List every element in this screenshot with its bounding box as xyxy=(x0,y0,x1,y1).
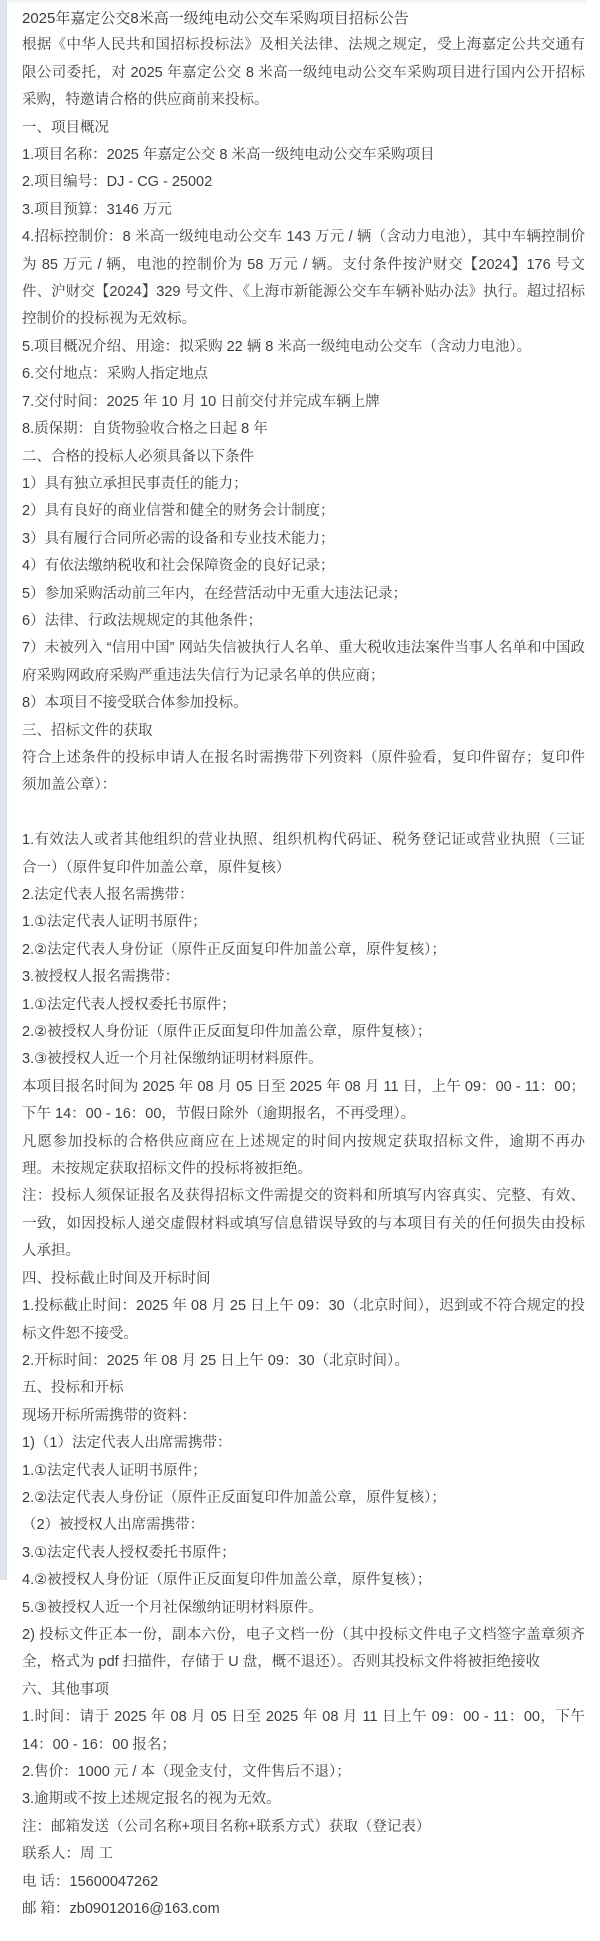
paragraph: 6.交付地点：采购人指定地点 xyxy=(22,366,209,383)
paragraph: 二、合格的投标人必须具备以下条件 xyxy=(22,448,254,465)
paragraph: 2.法定代表人报名需携带： xyxy=(22,887,194,903)
paragraph: 4.招标控制价：8 米高一级纯电动公交车 143 万元 / 辆（含动力电池），其中车辆控制价为 85 万元 / 辆，电池的控制价为 58 万元 / 辆。支付条件按沪财交【2024】176 号文件、沪财交【2024】329 号文件、《上海市新能源公交车车辆补贴办法》执行。超过招标控制价的投标视为无效标。 xyxy=(22,229,585,328)
paragraph: 2.开标时间：2025 年 08 月 25 日上午 09：30（北京时间）。 xyxy=(22,1352,409,1369)
paragraph: 3.①法定代表人授权委托书原件； xyxy=(22,1544,236,1561)
paragraph: （2）被授权人出席需携带： xyxy=(22,1517,205,1534)
paragraph: 1.①法定代表人证明书原件； xyxy=(22,914,207,931)
paragraph: 1）具有独立承担民事责任的能力； xyxy=(22,475,248,492)
paragraph: 3）具有履行合同所必需的设备和专业技术能力； xyxy=(22,530,335,547)
paragraph: 2.售价：1000 元 / 本（现金支付，文件售后不退）； xyxy=(22,1764,351,1780)
paragraph: 8）本项目不接受联合体参加投标。 xyxy=(22,695,248,712)
paragraph: 2.②被授权人身份证（原件正反面复印件加盖公章，原件复核）； xyxy=(22,1024,432,1041)
paragraph: 2) 投标文件正本一份，副本六份，电子文档一份（其中投标文件电子文档签字盖章须齐全，格式为 pdf 扫描件，存储于 U 盘，概不退还）。否则其投标文件将被拒绝接收 xyxy=(22,1626,585,1671)
paragraph: 电 话：15600047262 xyxy=(22,1873,159,1890)
paragraph: 三、招标文件的获取 xyxy=(22,722,153,739)
paragraph: 1.①法定代表人授权委托书原件； xyxy=(22,996,236,1013)
paragraph: 一、项目概况 xyxy=(22,119,109,136)
paragraph: 1.有效法人或者其他组织的营业执照、组织机构代码证、税务登记证或营业执照（三证合一）（原件复印件加盖公章，原件复核） xyxy=(22,832,585,876)
paragraph: 邮 箱：zb09012016@163.com xyxy=(22,1901,220,1918)
paragraph: 根据《中华人民共和国招标投标法》及相关法律、法规之规定，受上海嘉定公共交通有限公司委托，对 2025 年嘉定公交 8 米高一级纯电动公交车采购项目进行国内公开招标采购，特邀请合格的供应商前来投标。 xyxy=(22,37,585,109)
paragraph: 5.③被授权人近一个月社保缴纳证明材料原件。 xyxy=(22,1599,323,1616)
paragraph: 3.项目预算：3146 万元 xyxy=(22,201,172,218)
paragraph: 2）具有良好的商业信誉和健全的财务会计制度； xyxy=(22,503,335,520)
paragraph: 3.逾期或不按上述规定报名的视为无效。 xyxy=(22,1791,281,1808)
paragraph: 7.交付时间：2025 年 10 月 10 日前交付并完成车辆上牌 xyxy=(22,393,380,410)
paragraph: 凡愿参加投标的合格供应商应在上述规定的时间内按规定获取招标文件，逾期不再办理。未按规定获取招标文件的投标将被拒绝。 xyxy=(22,1133,585,1178)
paragraph: 3.被授权人报名需携带： xyxy=(22,969,180,986)
paragraph: 五、投标和开标 xyxy=(22,1380,124,1397)
paragraph: 现场开标所需携带的资料： xyxy=(22,1407,196,1424)
paragraph: 2.②法定代表人身份证（原件正反面复印件加盖公章，原件复核）； xyxy=(22,941,446,958)
paragraph: 本项目报名时间为 2025 年 08 月 05 日至 2025 年 08 月 11 日，上午 09：00 - 11：00；下午 14：00 - 16：00，节假日除外（逾期报名，不再受理）。 xyxy=(22,1078,585,1123)
paragraph: 1.项目名称：2025 年嘉定公交 8 米高一级纯电动公交车采购项目 xyxy=(22,147,435,164)
paragraph: 8.质保期：自货物验收合格之日起 8 年 xyxy=(22,421,268,438)
document-body xyxy=(22,32,585,1923)
paragraph: 7）未被列入 “信用中国” 网站失信被执行人名单、重大税收违法案件当事人名单和中国政府采购网政府采购严重违法失信行为记录名单的供应商； xyxy=(22,640,585,684)
paragraph: 四、投标截止时间及开标时间 xyxy=(22,1270,211,1287)
paragraph: 符合上述条件的投标申请人在报名时需携带下列资料（原件验看，复印件留存；复印件须加盖公章）： xyxy=(22,749,585,794)
paragraph: 1.时间：请于 2025 年 08 月 05 日至 2025 年 08 月 11 日上午 09：00 - 11：00，下午 14：00 - 16：00 报名； xyxy=(22,1709,585,1753)
paragraph: 4）有依法缴纳税收和社会保障资金的良好记录； xyxy=(22,558,335,575)
paragraph: 6）法律、行政法规规定的其他条件； xyxy=(22,612,263,629)
paragraph: 注：邮箱发送（公司名称+项目名称+联系方式）获取（登记表） xyxy=(22,1818,431,1835)
paragraph: 3.③被授权人近一个月社保缴纳证明材料原件。 xyxy=(22,1051,323,1068)
page-title: 2025年嘉定公交8米高一级纯电动公交车采购项目招标公告 xyxy=(22,10,409,27)
paragraph: 1)（1）法定代表人出席需携带： xyxy=(22,1435,232,1452)
paragraph: 联系人：周 工 xyxy=(22,1846,114,1863)
paragraph: 六、其他事项 xyxy=(22,1681,109,1698)
paragraph: 2.项目编号：DJ - CG - 25002 xyxy=(22,174,213,191)
paragraph: 1.投标截止时间：2025 年 08 月 25 日上午 09：30（北京时间），迟到或不符合规定的投标文件恕不接受。 xyxy=(22,1298,585,1342)
paragraph: 5.项目概况介绍、用途：拟采购 22 辆 8 米高一级纯电动公交车（含动力电池）。 xyxy=(22,338,532,355)
paragraph: 注：投标人须保证报名及获得招标文件需提交的资料和所填写内容真实、完整、有效、一致，如因投标人递交虚假材料或填写信息错误导致的与本项目有关的任何损失由投标人承担。 xyxy=(22,1188,585,1260)
paragraph: 4.②被授权人身份证（原件正反面复印件加盖公章，原件复核）； xyxy=(22,1572,432,1589)
paragraph: 2.②法定代表人身份证（原件正反面复印件加盖公章，原件复核）； xyxy=(22,1489,446,1506)
paragraph xyxy=(22,800,585,827)
paragraph: 5）参加采购活动前三年内，在经营活动中无重大违法记录； xyxy=(22,585,408,602)
paragraph: 1.①法定代表人证明书原件； xyxy=(22,1462,207,1479)
